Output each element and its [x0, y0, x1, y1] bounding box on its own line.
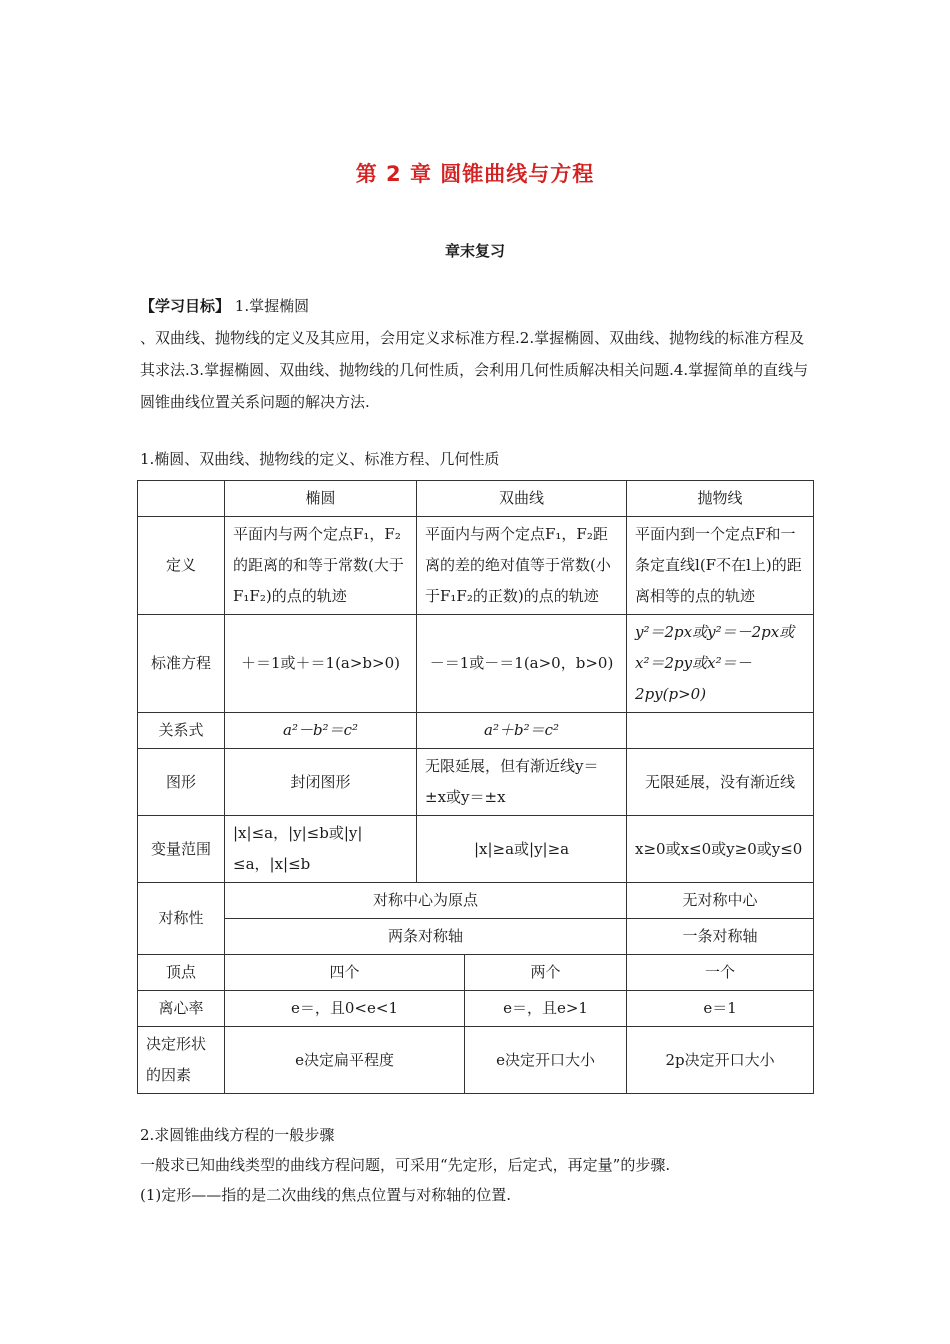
goals-text-first: 1.掌握椭圆: [230, 297, 310, 315]
cell-relation-hyperbola: a²＋b²＝c²: [417, 713, 627, 749]
row-label-vertex: 顶点: [138, 955, 225, 991]
section2-line1: 一般求已知曲线类型的曲线方程问题，可采用“先定形，后定式，再定量”的步骤.: [140, 1156, 671, 1174]
cell-vertex-ellipse: 四个: [225, 955, 465, 991]
header-empty: [138, 481, 225, 517]
section-title: 章末复习: [444, 242, 505, 260]
header-parabola: 抛物线: [627, 481, 814, 517]
cell-symmetry-center-parabola: 无对称中心: [627, 883, 814, 919]
cell-symmetry-axes-conic: 两条对称轴: [225, 919, 627, 955]
table-row: [138, 517, 814, 615]
chapter-title: 第 2 章 圆锥曲线与方程: [355, 162, 595, 186]
cell-eccentricity-parabola: e＝1: [627, 991, 814, 1027]
table-row: [138, 713, 814, 749]
row-label-definition: 定义: [138, 517, 225, 615]
cell-shape-parabola: 无限延展，没有渐近线: [627, 749, 814, 816]
section2-line2: (1)定形——指的是二次曲线的焦点位置与对称轴的位置.: [140, 1186, 512, 1204]
table-row: [138, 883, 814, 919]
cell-relation-parabola: [627, 713, 814, 749]
row-label-symmetry: 对称性: [138, 883, 225, 955]
cell-relation-ellipse: a²－b²＝c²: [225, 713, 417, 749]
row-label-factor: 决定形状的因素: [138, 1027, 225, 1094]
cell-standard-eq-hyperbola: －＝1或－＝1(a>0，b>0): [417, 615, 627, 713]
cell-definition-ellipse: 平面内与两个定点F₁，F₂的距离的和等于常数(大于F₁F₂)的点的轨迹: [225, 517, 417, 615]
row-label-standard-eq: 标准方程: [138, 615, 225, 713]
section1-heading: 1.椭圆、双曲线、抛物线的定义、标准方程、几何性质: [140, 450, 500, 468]
table-row: [138, 1027, 814, 1094]
learning-goals: [140, 290, 815, 418]
table-row: [138, 919, 814, 955]
goals-text-rest: 、双曲线、抛物线的定义及其应用，会用定义求标准方程.2.掌握椭圆、双曲线、抛物线的标准方程及其求法.3.掌握椭圆、双曲线、抛物线的几何性质，会利用几何性质解决相关问题.4.掌握简单的直线与圆锥曲线位置关系问题的解决方法.: [140, 329, 809, 411]
table-row: [138, 816, 814, 883]
section2-heading: 2.求圆锥曲线方程的一般步骤: [140, 1126, 335, 1144]
cell-standard-eq-parabola: y²＝2px或y²＝－2px或x²＝2py或x²＝－2py(p>0): [627, 615, 814, 713]
cell-eccentricity-hyperbola: e＝，且e>1: [465, 991, 627, 1027]
conic-comparison-table: [137, 480, 814, 1094]
cell-symmetry-center-conic: 对称中心为原点: [225, 883, 627, 919]
cell-factor-ellipse: e决定扁平程度: [225, 1027, 465, 1094]
cell-vertex-hyperbola: 两个: [465, 955, 627, 991]
cell-range-ellipse: |x|≤a，|y|≤b或|y|≤a，|x|≤b: [225, 816, 417, 883]
section2: [140, 1120, 815, 1210]
cell-factor-hyperbola: e决定开口大小: [465, 1027, 627, 1094]
row-label-shape: 图形: [138, 749, 225, 816]
table-row: [138, 749, 814, 816]
cell-factor-parabola: 2p决定开口大小: [627, 1027, 814, 1094]
table-header-row: [138, 481, 814, 517]
cell-range-parabola: x≥0或x≤0或y≥0或y≤0: [627, 816, 814, 883]
cell-definition-parabola: 平面内到一个定点F和一条定直线l(F不在l上)的距离相等的点的轨迹: [627, 517, 814, 615]
row-label-range: 变量范围: [138, 816, 225, 883]
header-ellipse: 椭圆: [225, 481, 417, 517]
cell-symmetry-axes-parabola: 一条对称轴: [627, 919, 814, 955]
cell-vertex-parabola: 一个: [627, 955, 814, 991]
header-hyperbola: 双曲线: [417, 481, 627, 517]
goals-tag: 【学习目标】: [140, 297, 231, 315]
cell-standard-eq-ellipse: ＋＝1或＋＝1(a>b>0): [225, 615, 417, 713]
cell-range-hyperbola: |x|≥a或|y|≥a: [417, 816, 627, 883]
table-row: [138, 991, 814, 1027]
table-row: [138, 955, 814, 991]
row-label-eccentricity: 离心率: [138, 991, 225, 1027]
table-row: [138, 615, 814, 713]
cell-shape-ellipse: 封闭图形: [225, 749, 417, 816]
cell-definition-hyperbola: 平面内与两个定点F₁，F₂距离的差的绝对值等于常数(小于F₁F₂的正数)的点的轨迹: [417, 517, 627, 615]
cell-eccentricity-ellipse: e＝，且0<e<1: [225, 991, 465, 1027]
cell-shape-hyperbola: 无限延展，但有渐近线y＝±x或y＝±x: [417, 749, 627, 816]
row-label-relation: 关系式: [138, 713, 225, 749]
